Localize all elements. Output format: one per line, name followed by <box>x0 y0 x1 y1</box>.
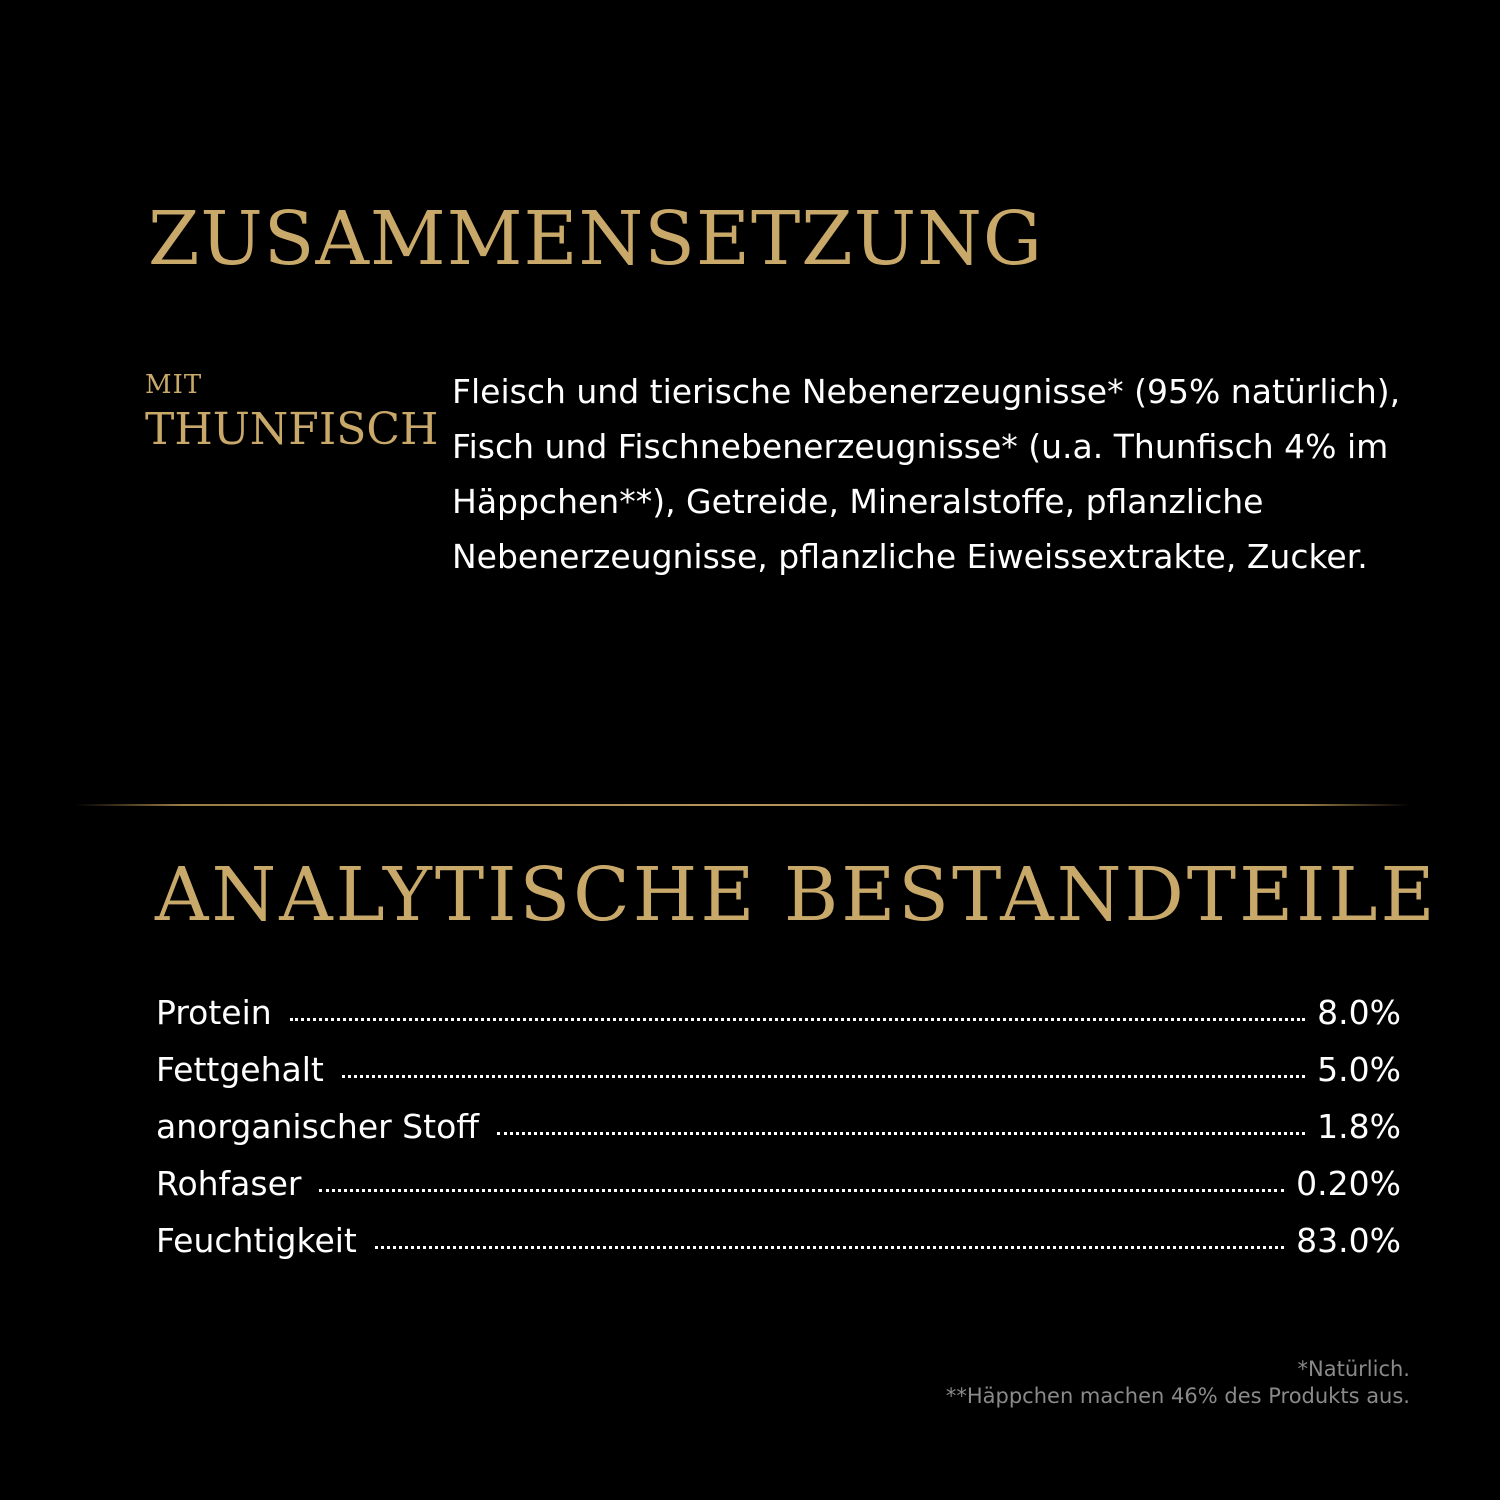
footnote-natural: *Natürlich. <box>1297 1357 1410 1381</box>
footnotes <box>946 1356 1410 1410</box>
dot-leader <box>342 1075 1305 1078</box>
analytic-label: Rohfaser <box>156 1164 302 1203</box>
section-divider <box>75 804 1410 806</box>
analytic-value: 5.0% <box>1317 1050 1401 1089</box>
dot-leader <box>319 1189 1284 1192</box>
analytic-label: anorganischer Stoff <box>156 1107 479 1146</box>
variant-label <box>145 370 439 455</box>
footnote-chunks: **Häppchen machen 46% des Produkts aus. <box>945 1384 1410 1408</box>
analytic-value: 8.0% <box>1317 993 1401 1032</box>
analytic-value: 1.8% <box>1317 1107 1401 1146</box>
analytic-label: Fettgehalt <box>156 1050 324 1089</box>
analytic-row-anorganischer-stoff <box>156 1098 1401 1155</box>
analytic-value: 83.0% <box>1296 1221 1401 1260</box>
ingredients-text: Fleisch und tierische Nebenerzeugnisse* (95% natürlich), Fisch und Fischnebenerzeugnisse* (u.a. Thunfisch 4% im Häppchen**), Getreide, Mineralstoffe, pflanzliche Nebenerzeugnisse, pflanzliche Eiweissextrakte, Zucker. <box>452 372 1401 576</box>
analytic-heading: ANALYTISCHE BESTANDTEILE <box>155 852 1438 938</box>
composition-heading: ZUSAMMENSETZUNG <box>148 196 1043 282</box>
analytic-label: Feuchtigkeit <box>156 1221 357 1260</box>
dot-leader <box>290 1018 1305 1021</box>
variant-name: THUNFISCH <box>145 404 439 455</box>
analytic-row-rohfaser <box>156 1155 1401 1212</box>
variant-prefix: MIT <box>145 370 203 400</box>
analytic-value: 0.20% <box>1296 1164 1401 1203</box>
dot-leader <box>375 1246 1284 1249</box>
analytic-label: Protein <box>156 993 272 1032</box>
analytic-row-protein <box>156 984 1401 1041</box>
analytic-row-fettgehalt <box>156 1041 1401 1098</box>
analytic-list <box>156 984 1401 1269</box>
dot-leader <box>497 1132 1305 1135</box>
analytic-row-feuchtigkeit <box>156 1212 1401 1269</box>
